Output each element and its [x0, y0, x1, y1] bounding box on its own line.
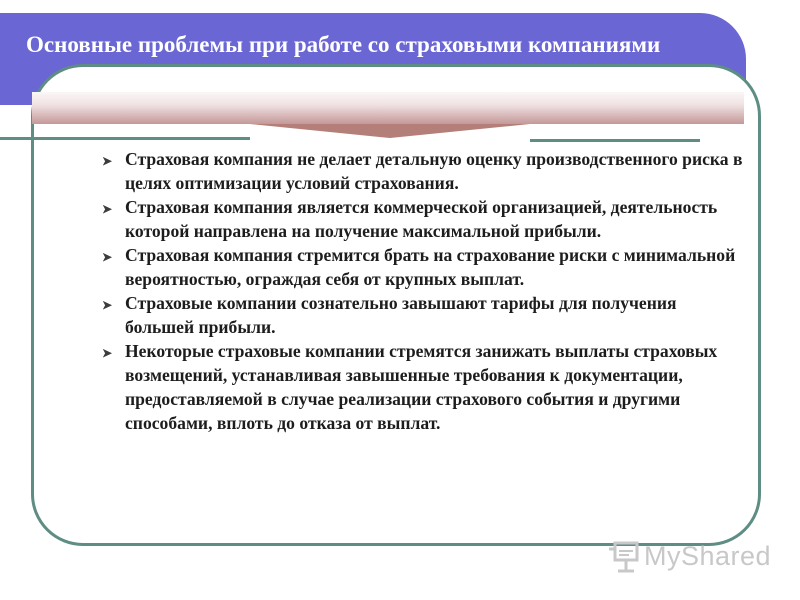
presentation-board-icon [606, 538, 642, 574]
divider-line-right [530, 139, 700, 142]
bullet-text: Страховая компания не делает детальную оценку производственного риска в целях оптимизации условий страхования. [125, 149, 743, 193]
watermark-text: MyShared [644, 540, 772, 571]
list-item [100, 339, 745, 435]
arrow-bullet-icon: ➤ [102, 346, 113, 360]
arrow-bullet-icon: ➤ [102, 154, 113, 168]
divider-line-left [0, 137, 250, 140]
bullet-text: Некоторые страховые компании стремятся занижать выплаты страховых возмещений, устанавливая завышенные требования к документации, предоставляемой в случае реализации страхового события и другими способами, вплоть до отказа от выплат. [125, 341, 718, 433]
bullet-text: Страховые компании сознательно завышают тарифы для получения большей прибыли. [125, 293, 677, 337]
pointer-arrow [250, 124, 530, 138]
arrow-bullet-icon: ➤ [102, 298, 113, 312]
watermark-logo [606, 538, 771, 574]
bullet-text: Страховая компания стремится брать на страхование риски с минимальной вероятностью, ограждая себя от крупных выплат. [125, 245, 736, 289]
list-item [100, 291, 745, 339]
arrow-bullet-icon: ➤ [102, 202, 113, 216]
list-item [100, 243, 745, 291]
slide-title: Основные проблемы при работе со страховыми компаниями [26, 32, 661, 57]
list-item [100, 195, 745, 243]
bullet-text: Страховая компания является коммерческой организацией, деятельность которой направлена на получение максимальной прибыли. [125, 197, 718, 241]
arrow-bullet-icon: ➤ [102, 250, 113, 264]
bullet-list [100, 147, 745, 435]
gradient-bar [32, 92, 744, 124]
list-item [100, 147, 745, 195]
